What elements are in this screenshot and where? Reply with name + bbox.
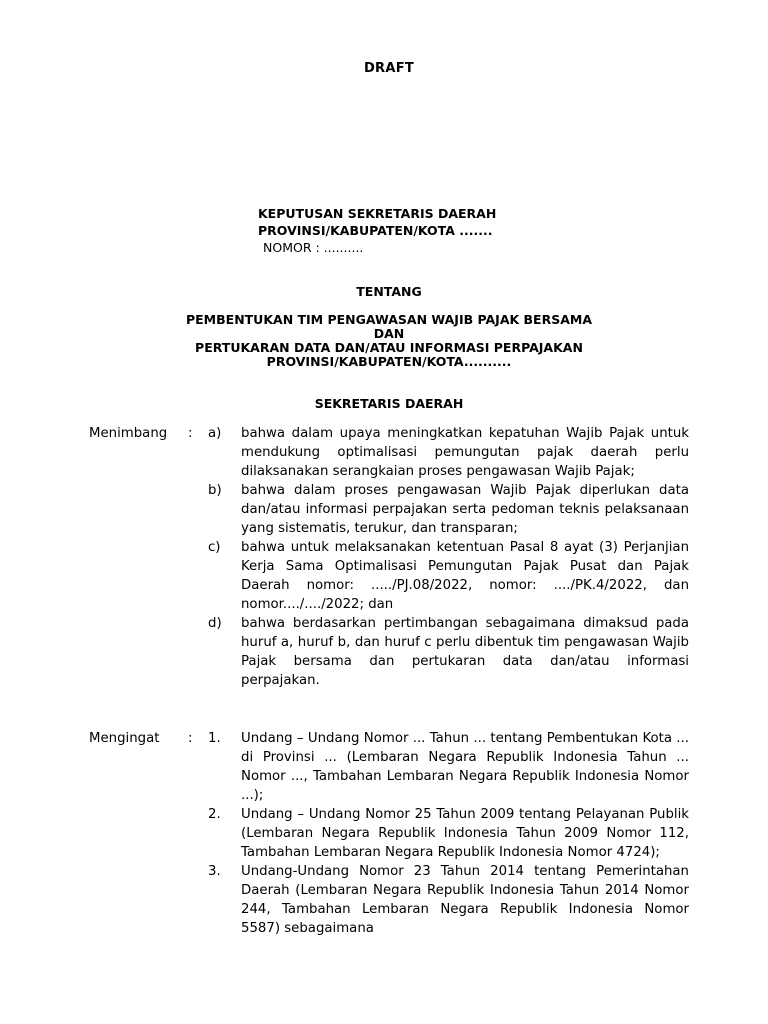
decree-subject <box>0 313 768 369</box>
menimbang-item <box>89 481 689 538</box>
heading-nomor: NOMOR : .......... <box>263 240 364 255</box>
mengingat-section <box>89 729 689 938</box>
tentang-label: TENTANG <box>356 284 422 299</box>
item-text: Undang – Undang Nomor ... Tahun ... tentang Pembentukan Kota ... di Provinsi ... (Lembaran Negara Republik Indonesia Tahun ... Nomor ..., Tambahan Lembaran Negara Republik Indonesia Nomor ...); <box>241 731 689 803</box>
mengingat-colon: : <box>188 731 193 746</box>
heading-line-1: KEPUTUSAN SEKRETARIS DAERAH <box>258 206 497 221</box>
subject-line-2: DAN <box>373 326 405 341</box>
menimbang-item <box>89 614 689 690</box>
heading-line-2: PROVINSI/KABUPATEN/KOTA ....... <box>258 223 493 238</box>
decree-heading <box>258 205 496 256</box>
item-text: bahwa dalam upaya meningkatkan kepatuhan Wajib Pajak untuk mendukung optimalisasi pemungutan pajak daerah perlu dilaksanakan serangkaian proses pengawasan Wajib Pajak; <box>241 426 689 479</box>
menimbang-list <box>89 424 689 690</box>
mengingat-list <box>89 729 689 938</box>
menimbang-section <box>89 424 689 690</box>
mengingat-item <box>89 805 689 862</box>
subject-line-1: PEMBENTUKAN TIM PENGAWASAN WAJIB PAJAK BERSAMA <box>185 312 593 327</box>
item-text: bahwa dalam proses pengawasan Wajib Pajak diperlukan data dan/atau informasi perpajakan serta pedoman teknis pelaksanaan yang sistematis, terukur, dan transparan; <box>241 483 689 536</box>
menimbang-item <box>89 424 689 481</box>
mengingat-item <box>89 862 689 938</box>
item-marker: 1. <box>208 731 221 746</box>
draft-label: DRAFT <box>363 61 415 76</box>
menimbang-colon: : <box>188 426 193 441</box>
mengingat-label: Mengingat <box>89 731 160 746</box>
menimbang-item <box>89 538 689 614</box>
item-marker: c) <box>208 540 221 555</box>
item-text: Undang-Undang Nomor 23 Tahun 2014 tentang Pemerintahan Daerah (Lembaran Negara Republik Indonesia Tahun 2014 Nomor 244, Tambahan Lembaran Negara Republik Indonesia Nomor 5587) sebagaimana <box>241 864 689 936</box>
item-marker: a) <box>208 426 222 441</box>
item-text: bahwa berdasarkan pertimbangan sebagaimana dimaksud pada huruf a, huruf b, dan huruf c perlu dibentuk tim pengawasan Wajib Pajak bersama dan pertukaran data dan/atau informasi perpajakan. <box>241 616 689 688</box>
item-marker: b) <box>208 483 222 498</box>
menimbang-label: Menimbang <box>89 426 168 441</box>
item-marker: 3. <box>208 864 221 879</box>
item-text: Undang – Undang Nomor 25 Tahun 2009 tentang Pelayanan Publik (Lembaran Negara Republik Indonesia Tahun 2009 Nomor 112, Tambahan Lembaran Negara Republik Indonesia Nomor 4724); <box>241 807 689 860</box>
item-text: bahwa untuk melaksanakan ketentuan Pasal 8 ayat (3) Perjanjian Kerja Sama Optimalisasi Pemungutan Pajak Pusat dan Pajak Daerah nomor: ...../PJ.08/2022, nomor: ..../PK.4/2022, dan nomor..../..../2022; dan <box>241 540 689 612</box>
item-marker: 2. <box>208 807 221 822</box>
subject-line-3: PERTUKARAN DATA DAN/ATAU INFORMASI PERPAJAKAN <box>195 340 583 355</box>
issuer-title: SEKRETARIS DAERAH <box>314 396 464 411</box>
item-marker: d) <box>208 616 222 631</box>
mengingat-item <box>89 729 689 805</box>
subject-line-4: PROVINSI/KABUPATEN/KOTA.......... <box>266 354 512 369</box>
